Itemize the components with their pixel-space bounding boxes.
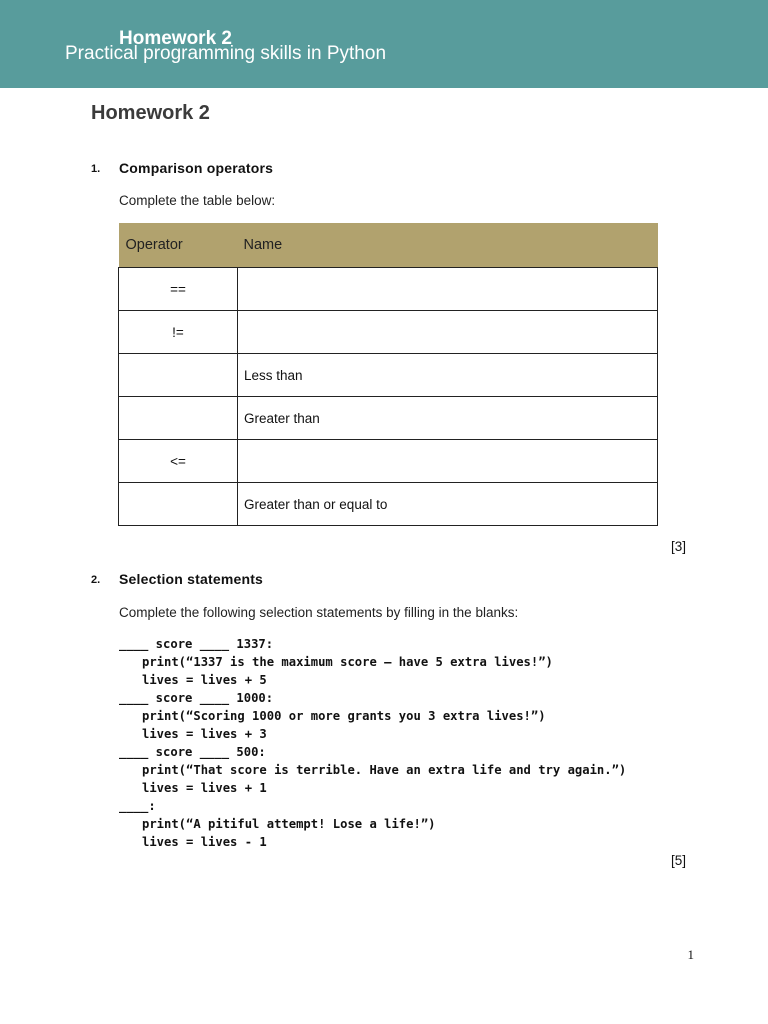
header-title: Homework 2 xyxy=(119,28,232,49)
code-line: print(“1337 is the maximum score – have 5 extra lives!”) xyxy=(142,655,553,669)
name-cell[interactable]: Less than xyxy=(238,354,658,397)
operator-cell[interactable] xyxy=(119,397,238,440)
table-row xyxy=(119,397,658,440)
question-1-number: 1. xyxy=(91,163,101,175)
table-row xyxy=(119,311,658,354)
question-1-marks: [3] xyxy=(670,539,686,554)
question-2-number: 2. xyxy=(91,574,101,586)
name-cell[interactable]: Greater than or equal to xyxy=(238,483,658,526)
page-number: 1 xyxy=(687,947,694,962)
code-line: print(“That score is terrible. Have an extra life and try again.”) xyxy=(142,763,627,777)
code-line: lives = lives - 1 xyxy=(142,835,267,849)
code-line: ____: xyxy=(119,799,156,813)
name-cell[interactable] xyxy=(238,311,658,354)
question-2-instruction: Complete the following selection statements by filling in the blanks: xyxy=(119,605,519,620)
operator-cell[interactable]: == xyxy=(119,268,238,311)
operator-cell[interactable] xyxy=(119,483,238,526)
column-header-operator: Operator xyxy=(119,223,238,268)
table-row xyxy=(119,440,658,483)
table-row xyxy=(119,354,658,397)
question-1-title: Comparison operators xyxy=(119,160,274,176)
operator-cell[interactable]: <= xyxy=(119,440,238,483)
code-line: print(“Scoring 1000 or more grants you 3 extra lives!”) xyxy=(142,709,546,723)
header-subtitle: Practical programming skills in Python xyxy=(65,43,387,64)
operator-cell[interactable]: != xyxy=(119,311,238,354)
code-line: print(“A pitiful attempt! Lose a life!”) xyxy=(142,817,436,831)
table-row xyxy=(119,268,658,311)
header-banner xyxy=(0,0,768,88)
code-line: ____ score ____ 1337: xyxy=(119,637,274,651)
code-line: lives = lives + 5 xyxy=(142,673,267,687)
table-header-row xyxy=(119,223,658,268)
table-row xyxy=(119,483,658,526)
name-cell[interactable] xyxy=(238,440,658,483)
code-line: lives = lives + 1 xyxy=(142,781,267,795)
name-cell[interactable]: Greater than xyxy=(238,397,658,440)
page-title: Homework 2 xyxy=(91,102,210,124)
code-block xyxy=(119,635,626,851)
question-2-marks: [5] xyxy=(670,853,686,868)
code-line: lives = lives + 3 xyxy=(142,727,267,741)
question-2-title: Selection statements xyxy=(119,571,264,587)
code-line: ____ score ____ 500: xyxy=(119,745,266,759)
question-1-instruction: Complete the table below: xyxy=(119,193,276,208)
code-line: ____ score ____ 1000: xyxy=(119,691,274,705)
operator-cell[interactable] xyxy=(119,354,238,397)
comparison-operators-table xyxy=(118,223,658,526)
name-cell[interactable] xyxy=(238,268,658,311)
column-header-name: Name xyxy=(238,223,658,268)
